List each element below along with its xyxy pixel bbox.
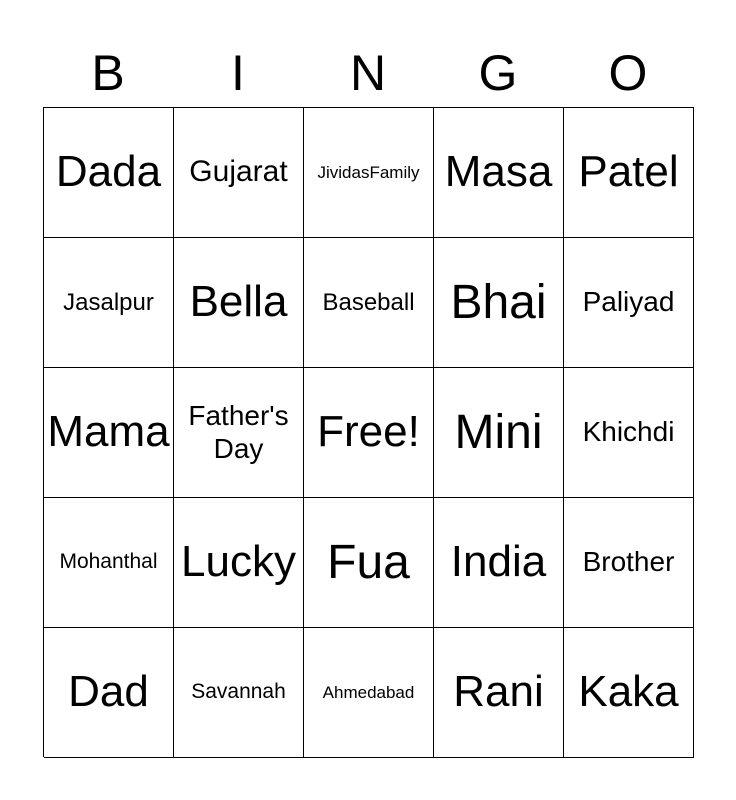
cell-text: Jasalpur <box>63 288 154 316</box>
bingo-cell[interactable] <box>434 628 564 758</box>
cell-text: Brother <box>582 546 675 578</box>
cell-text: JividasFamily <box>317 162 420 182</box>
cell-text: Bhai <box>450 275 547 329</box>
cell-text: Patel <box>578 147 679 197</box>
bingo-cell[interactable] <box>434 368 564 498</box>
cell-text: Baseball <box>322 288 415 316</box>
bingo-cell[interactable] <box>564 628 694 758</box>
bingo-cell[interactable] <box>44 238 174 368</box>
cell-text: Paliyad <box>582 286 675 318</box>
bingo-cell[interactable] <box>44 368 174 498</box>
bingo-grid <box>43 107 694 757</box>
bingo-cell[interactable] <box>174 498 304 628</box>
header-letter-i: I <box>231 45 245 101</box>
cell-text: Khichdi <box>582 416 675 448</box>
cell-text: Mohanthal <box>59 550 158 574</box>
cell-text: Bella <box>189 277 288 327</box>
cell-text: Fua <box>327 535 410 589</box>
cell-text: Father's Day <box>188 400 289 464</box>
cell-text: Kaka <box>578 667 679 717</box>
header-letter-g: G <box>478 45 518 101</box>
bingo-cell[interactable] <box>434 498 564 628</box>
cell-text: Mama <box>47 407 170 457</box>
bingo-cell[interactable] <box>304 498 434 628</box>
cell-text: Mini <box>454 405 543 459</box>
cell-text: Dad <box>68 667 149 717</box>
bingo-cell[interactable] <box>564 238 694 368</box>
bingo-cell[interactable] <box>44 628 174 758</box>
bingo-cell[interactable] <box>174 238 304 368</box>
bingo-cell[interactable] <box>174 108 304 238</box>
bingo-cell[interactable] <box>564 108 694 238</box>
bingo-cell[interactable] <box>564 368 694 498</box>
bingo-cell[interactable] <box>304 628 434 758</box>
bingo-cell[interactable] <box>44 498 174 628</box>
bingo-cell[interactable] <box>304 238 434 368</box>
bingo-cell[interactable] <box>434 108 564 238</box>
bingo-cell[interactable] <box>434 238 564 368</box>
cell-text: Masa <box>444 147 553 197</box>
bingo-cell[interactable] <box>44 108 174 238</box>
free-space-text: Free! <box>317 407 420 457</box>
bingo-header <box>43 40 693 106</box>
bingo-cell[interactable] <box>304 108 434 238</box>
cell-text: Rani <box>453 667 544 717</box>
cell-text: Gujarat <box>189 155 288 189</box>
bingo-cell[interactable] <box>174 628 304 758</box>
bingo-cell[interactable] <box>174 368 304 498</box>
free-space-cell[interactable] <box>304 368 434 498</box>
header-letter-o: O <box>608 45 648 101</box>
cell-text: India <box>450 537 547 587</box>
cell-text: Dada <box>55 147 162 197</box>
bingo-cell[interactable] <box>564 498 694 628</box>
cell-text: Ahmedabad <box>322 682 415 702</box>
cell-text: Savannah <box>191 680 286 704</box>
cell-text: Lucky <box>181 537 296 587</box>
header-letter-b: B <box>91 45 125 101</box>
header-letter-n: N <box>349 45 387 101</box>
